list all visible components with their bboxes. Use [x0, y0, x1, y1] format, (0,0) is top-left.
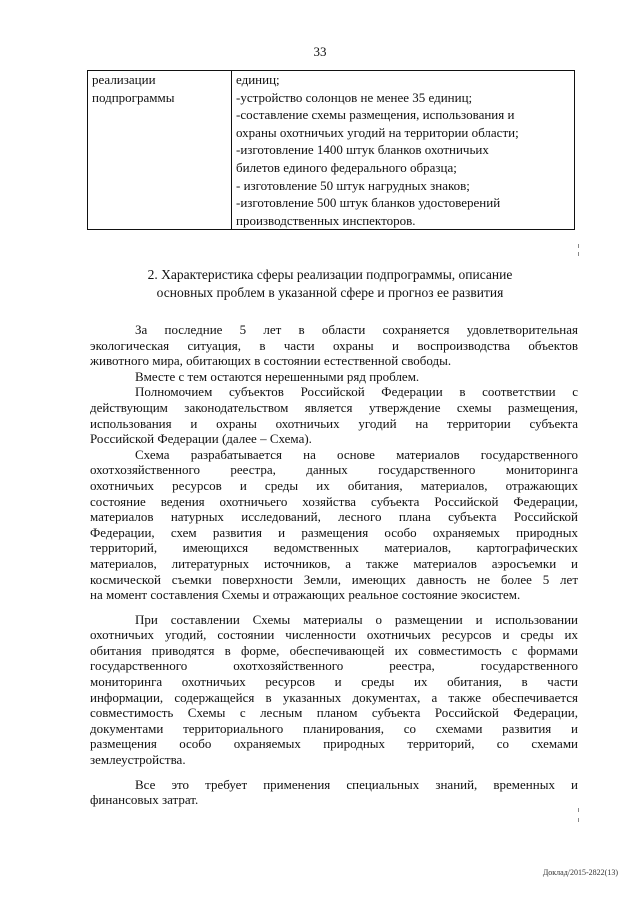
paragraph-line: территорий, имеющихся ведомственных материалов, картографических	[90, 540, 578, 556]
table-cell-line: охраны охотничьих угодий на территории области;	[236, 124, 519, 140]
table-cell-line: билетов единого федерального образца;	[236, 159, 457, 175]
paragraph	[90, 447, 578, 603]
paragraph-line: обитания приводятся в форме, обеспечивающей их совместимость с формами	[90, 642, 578, 658]
paragraph	[90, 777, 578, 808]
section-title	[100, 266, 560, 301]
body-text	[90, 322, 578, 808]
paragraph	[90, 384, 578, 446]
paragraph	[90, 322, 578, 369]
paragraph-line: Схема разрабатывается на основе материалов государственного	[135, 446, 578, 462]
paragraph-line: Полномочием субъектов Российской Федерации в соответствии с	[135, 384, 578, 400]
paragraph-line: землеустройства.	[90, 752, 186, 768]
paragraph-line: Все это требует применения специальных знаний, временных и	[135, 776, 578, 792]
scan-mark	[578, 244, 579, 248]
paragraph-line: размещения особо охраняемых природных территорий, со схемами	[90, 736, 578, 752]
table-cell-line: производственных инспекторов.	[236, 212, 416, 228]
paragraph-line: За последние 5 лет в области сохраняется удовлетворительная	[135, 322, 578, 337]
table-cell-line: - изготовление 50 штук нагрудных знаков;	[236, 177, 470, 193]
paragraph-line: использования и охраны охотничьих угодий на территории субъекта	[90, 415, 578, 431]
table-cell-line: -составление схемы размещения, использования и	[236, 107, 515, 123]
paragraph	[90, 612, 578, 768]
paragraph-line: материалов, литературных источников, а также материалов аэросъемки и	[90, 555, 578, 571]
table-cell-line: реализации	[92, 72, 156, 87]
paragraph-line: Федерации, схем развития и размещения особо охраняемых природных	[90, 524, 578, 540]
paragraph-line: При составлении Схемы материалы о размещении и использовании	[135, 611, 578, 627]
section-title-line: 2. Характеристика сферы реализации подпрограммы, описание	[147, 267, 513, 282]
paragraph-line: государственного охотхозяйственного реестра, государственного	[90, 658, 578, 674]
table-row	[88, 71, 575, 230]
table-cell-label	[88, 71, 232, 230]
page-number: 33	[313, 44, 327, 59]
paragraph-line: охотничьих ресурсов и среды их обитания, материалов, отражающих	[90, 477, 578, 493]
paragraph-line: Вместе с тем остаются нерешенными ряд проблем.	[135, 368, 420, 384]
paragraph-line: совместимость Схемы с лесным планом субъекта Российской Федерации,	[90, 705, 578, 721]
paragraph-line: космической съемки поверхности Земли, имеющих давность не более 5 лет	[90, 571, 578, 587]
paragraph-line: документами территориального планирования, со схемами развития и	[90, 720, 578, 736]
table-cell-line: единиц;	[236, 72, 280, 87]
paragraph-gap	[90, 603, 578, 612]
scan-mark	[578, 818, 579, 822]
scan-mark	[578, 252, 579, 256]
paragraph-line: экологическая ситуация, в части охраны и воспроизводства объектов	[90, 337, 578, 353]
section-title-line: основных проблем в указанной сфере и прогноз ее развития	[156, 284, 504, 300]
paragraph-line: на момент составления Схемы и отражающих реальное состояние экосистем.	[90, 587, 521, 603]
paragraph-line: охотхозяйственного реестра, данных государственного мониторинга	[90, 462, 578, 478]
paragraph-line: животного мира, обитающих в состоянии естественной свободы.	[90, 353, 452, 369]
table-cell-content	[232, 71, 575, 230]
table-cell-line: подпрограммы	[92, 89, 175, 105]
table-cell-line: -изготовление 1400 штук бланков охотничьих	[236, 142, 489, 158]
document-code: Доклад/2015-2822(13)	[542, 868, 618, 877]
paragraph-line: мониторинга охотничьих ресурсов и среды их обитания, в части	[90, 674, 578, 690]
paragraph	[90, 369, 578, 385]
paragraph-line: Российской Федерации (далее – Схема).	[90, 431, 312, 447]
paragraph-line: действующим законодательством является утверждение схемы размещения,	[90, 399, 578, 415]
scan-mark	[578, 808, 579, 812]
table-cell-line: -изготовление 500 штук бланков удостоверений	[236, 195, 501, 211]
paragraph-gap	[90, 768, 578, 777]
paragraph-line: информации, содержащейся в указанных документах, а также обеспечивается	[90, 689, 578, 705]
paragraph-line: материалов натурных исследований, лесного плана субъекта Российской	[90, 509, 578, 525]
paragraph-line: состояние ведения охотничьего хозяйства субъекта Российской Федерации,	[90, 493, 578, 509]
table-cell-line: -устройство солонцов не менее 35 единиц;	[236, 89, 473, 105]
paragraph-line: финансовых затрат.	[90, 792, 199, 808]
program-table	[87, 70, 575, 230]
paragraph-line: охотничьих угодий, состоянии численности охотничьих ресурсов и среды их	[90, 627, 578, 643]
